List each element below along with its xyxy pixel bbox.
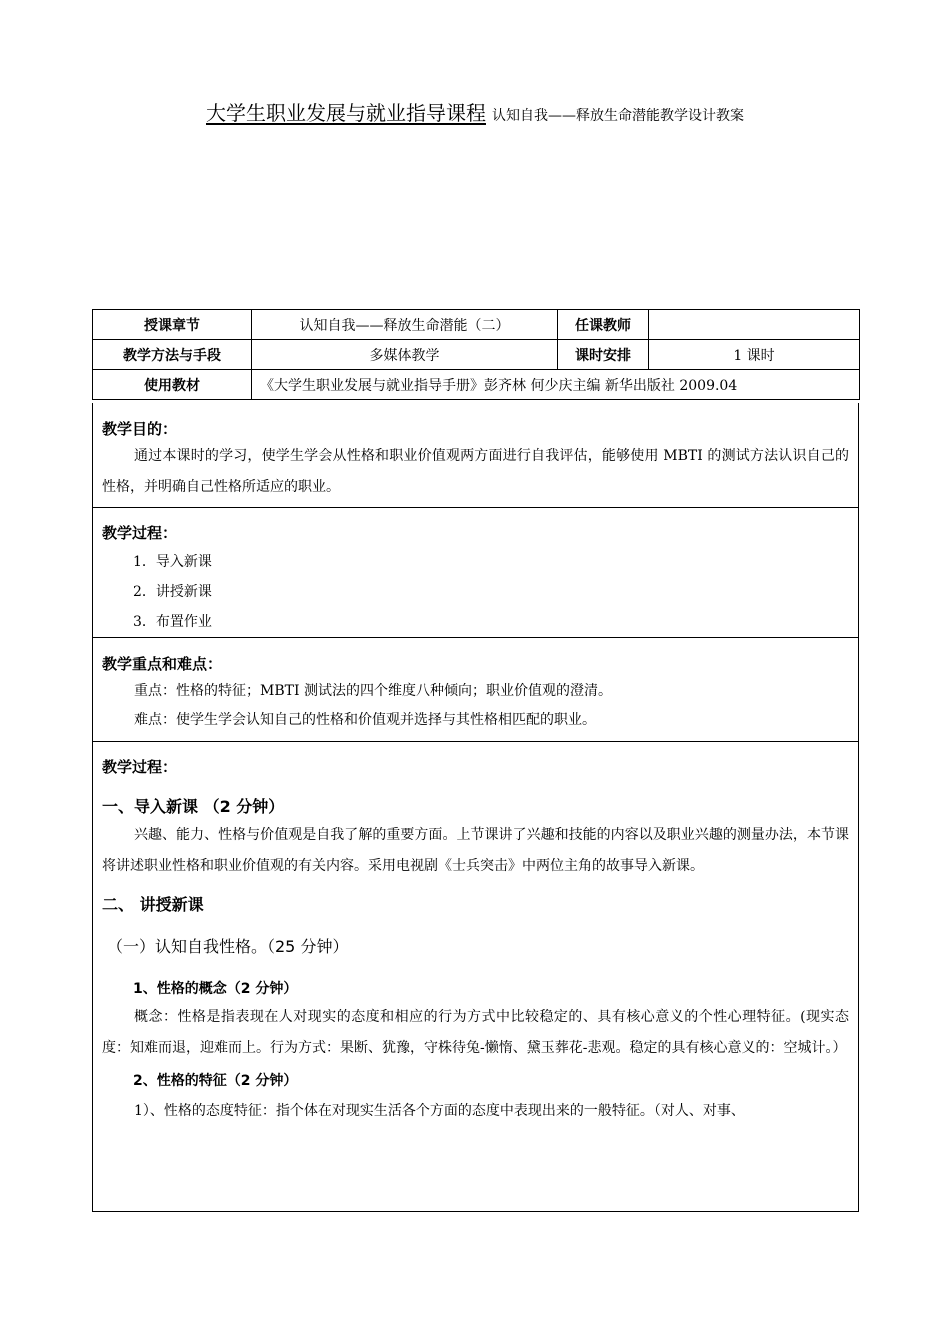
- lesson-subtitle: 认知自我——释放生命潜能教学设计教案: [492, 108, 744, 124]
- hours-label: 课时安排: [558, 340, 649, 370]
- difficulty-text: 难点：使学生学会认知自己的性格和价值观并选择与其性格相匹配的职业。: [134, 712, 596, 728]
- textbook-value: 《大学生职业发展与就业指导手册》彭齐林 何少庆主编 新华出版社 2009.04: [252, 370, 860, 400]
- table-row: [93, 310, 860, 340]
- list-item: 3．布置作业: [133, 614, 212, 630]
- process-detail-section: [92, 742, 859, 1212]
- course-info-table: [92, 309, 860, 400]
- item1-heading: 1、性格的概念（2 分钟）: [133, 981, 298, 997]
- key-points-section: [92, 638, 859, 742]
- item2-heading: 2、性格的特征（2 分钟）: [133, 1073, 298, 1089]
- teacher-label: 任课教师: [558, 310, 649, 340]
- part1-text: 兴趣、能力、性格与价值观是自我了解的重要方面。上节课讲了兴趣和技能的内容以及职业兴趣的测量办法，本节课将讲述职业性格和职业价值观的有关内容。采用电视剧《士兵突击》中两位主角的故事导入新课。: [102, 827, 849, 874]
- key-points-heading: 教学重点和难点：: [102, 655, 223, 673]
- list-item: 2．讲授新课: [133, 584, 212, 600]
- hours-value: 1 课时: [649, 340, 860, 370]
- process-outline-section: [92, 508, 859, 638]
- objectives-text: 通过本课时的学习，使学生学会从性格和职业价值观两方面进行自我评估，能够使用 MBTI 的测试方法认识自己的性格，并明确自己性格所适应的职业。: [102, 448, 849, 495]
- course-title: 大学生职业发展与就业指导课程: [206, 101, 486, 125]
- method-value: 多媒体教学: [252, 340, 558, 370]
- table-row: [93, 370, 860, 400]
- chapter-label: 授课章节: [93, 310, 252, 340]
- table-row: [93, 340, 860, 370]
- focus-text: 重点：性格的特征；MBTI 测试法的四个维度八种倾向；职业价值观的澄清。: [134, 683, 612, 699]
- textbook-label: 使用教材: [93, 370, 252, 400]
- item2-text: 1）、性格的态度特征：指个体在对现实生活各个方面的态度中表现出来的一般特征。（对人、对事、: [134, 1103, 745, 1119]
- list-item: 1．导入新课: [133, 554, 212, 570]
- chapter-value: 认知自我——释放生命潜能（二）: [252, 310, 558, 340]
- teacher-value: [649, 310, 860, 340]
- process-outline-heading: 教学过程：: [102, 524, 178, 542]
- item1-text: 概念：性格是指表现在人对现实的态度和相应的行为方式中比较稳定的、具有核心意义的个性心理特征。(现实态度：知难而退，迎难而上。行为方式：果断、犹豫，守株待兔-懒惰、黛玉葬花-悲观。稳定的具有核心意义的：空城计。）: [102, 1009, 849, 1056]
- page-title: [0, 97, 950, 126]
- part2-heading: 二、 讲授新课: [102, 895, 204, 914]
- process-detail-heading: 教学过程：: [102, 758, 178, 776]
- part1-heading: 一、导入新课 （2 分钟）: [102, 797, 285, 816]
- objectives-heading: 教学目的：: [102, 420, 178, 438]
- sub1-heading: （一）认知自我性格。（25 分钟）: [107, 937, 349, 956]
- method-label: 教学方法与手段: [93, 340, 252, 370]
- objectives-section: [92, 403, 859, 508]
